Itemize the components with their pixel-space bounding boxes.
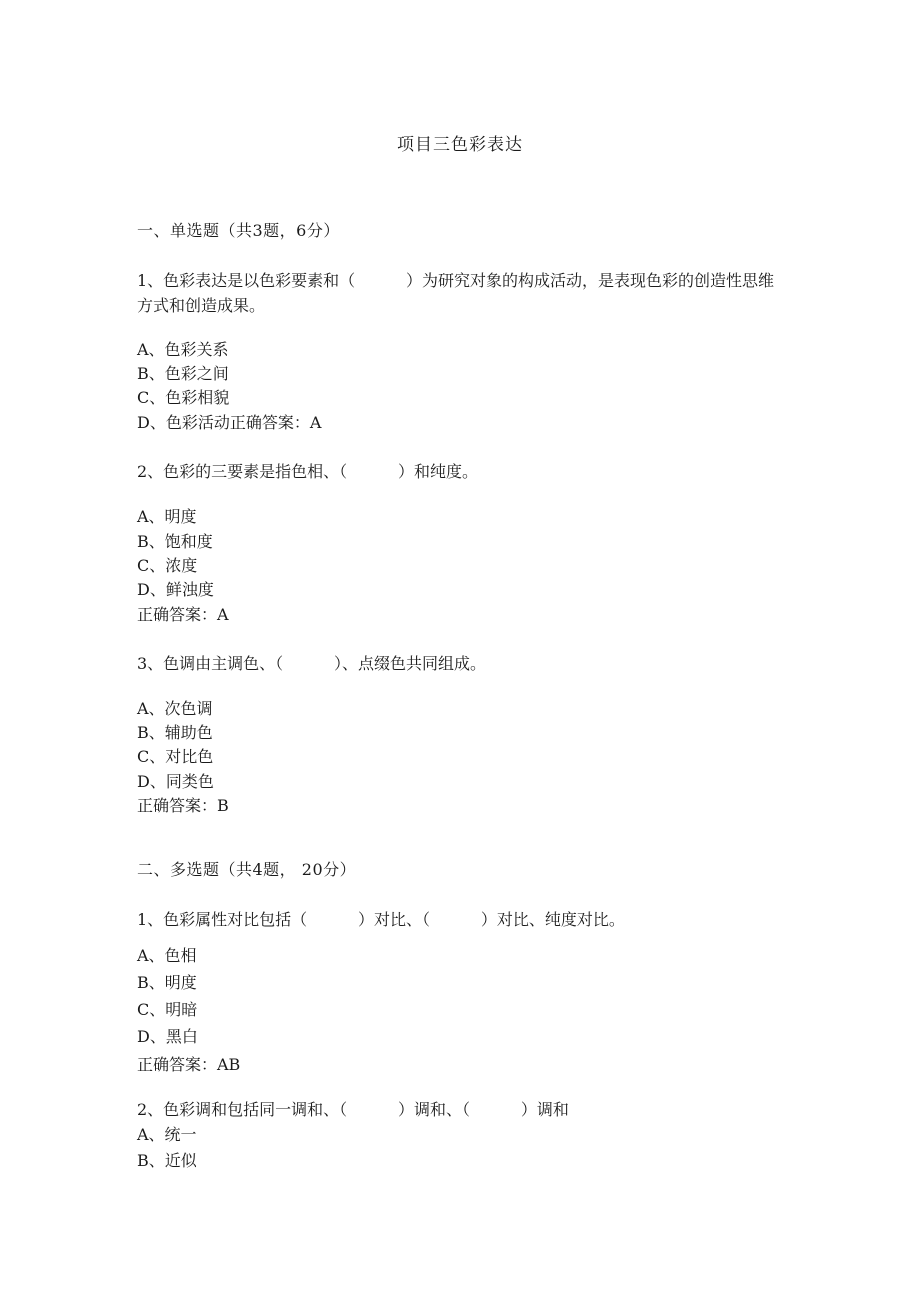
option-c: C、明暗 <box>137 1000 198 1019</box>
option-a: A、明度 <box>137 507 197 526</box>
option-b: B、明度 <box>137 973 197 992</box>
option-c: C、对比色 <box>137 747 214 766</box>
option-d: D、色彩活动正确答案：A <box>137 413 322 432</box>
question-stem: 2、色彩的三要素是指色相、（ ）和纯度。 <box>137 462 479 481</box>
option-c: C、色彩相貌 <box>137 388 230 407</box>
section-heading-multiple-choice: 二、多选题（共4题， 20分） <box>137 860 357 879</box>
document-title: 项目三色彩表达 <box>397 135 523 155</box>
option-a: A、色相 <box>137 946 197 965</box>
question-stem: 1、色彩属性对比包括（ ）对比、（ ）对比、纯度对比。 <box>137 910 625 929</box>
option-b: B、色彩之间 <box>137 364 229 383</box>
option-d: D、鲜浊度 <box>137 580 214 599</box>
question-stem: 3、色调由主调色、（ ）、点缀色共同组成。 <box>137 654 487 673</box>
section-heading-single-choice: 一、单选题（共3题，6分） <box>137 221 340 240</box>
option-d: D、黑白 <box>137 1027 198 1046</box>
option-d: D、同类色 <box>137 772 214 791</box>
correct-answer: 正确答案：A <box>137 605 229 624</box>
option-a: A、色彩关系 <box>137 340 229 359</box>
question-stem: 2、色彩调和包括同一调和、（ ）调和、（ ）调和 <box>137 1100 569 1119</box>
option-b: B、辅助色 <box>137 723 213 742</box>
option-c: C、浓度 <box>137 556 198 575</box>
correct-answer: 正确答案：B <box>137 796 229 815</box>
option-a: A、统一 <box>137 1125 197 1144</box>
option-b: B、近似 <box>137 1151 197 1170</box>
option-a: A、次色调 <box>137 699 213 718</box>
correct-answer: 正确答案：AB <box>137 1055 241 1074</box>
option-b: B、饱和度 <box>137 532 213 551</box>
question-stem: 1、色彩表达是以色彩要素和（ ）为研究对象的构成活动，是表现色彩的创造性思维方式和创造成果。 <box>137 271 775 315</box>
